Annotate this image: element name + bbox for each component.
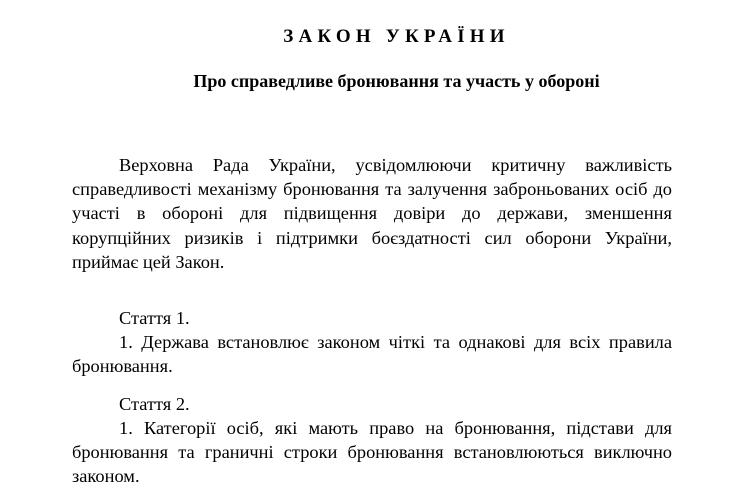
preamble-paragraph: Верховна Рада України, усвідомлюючи критичну важливість справедливості механізму бронювання та залучення заброньованих осіб до участі в обороні для підвищення довіри до держави, зменшення корупційних ризиків і підтримки боєздатності сил оборони України, приймає цей Закон. [72, 155, 672, 272]
article-1-text: 1. Держава встановлює законом чіткі та однакові для всіх правила бронювання. [72, 332, 672, 377]
article-1-title: Стаття 1. [119, 308, 190, 328]
article-1 [72, 306, 672, 378]
document-subtitle: Про справедливе бронювання та участь у обороні [193, 71, 600, 91]
document-title: ЗАКОН УКРАЇНИ [283, 26, 510, 47]
article-2-title: Стаття 2. [119, 394, 190, 414]
article-2 [72, 392, 672, 489]
article-2-text: 1. Категорії осіб, які мають право на бронювання, підстави для бронювання та граничні строки бронювання встановлюються виключно законом. [72, 418, 672, 487]
